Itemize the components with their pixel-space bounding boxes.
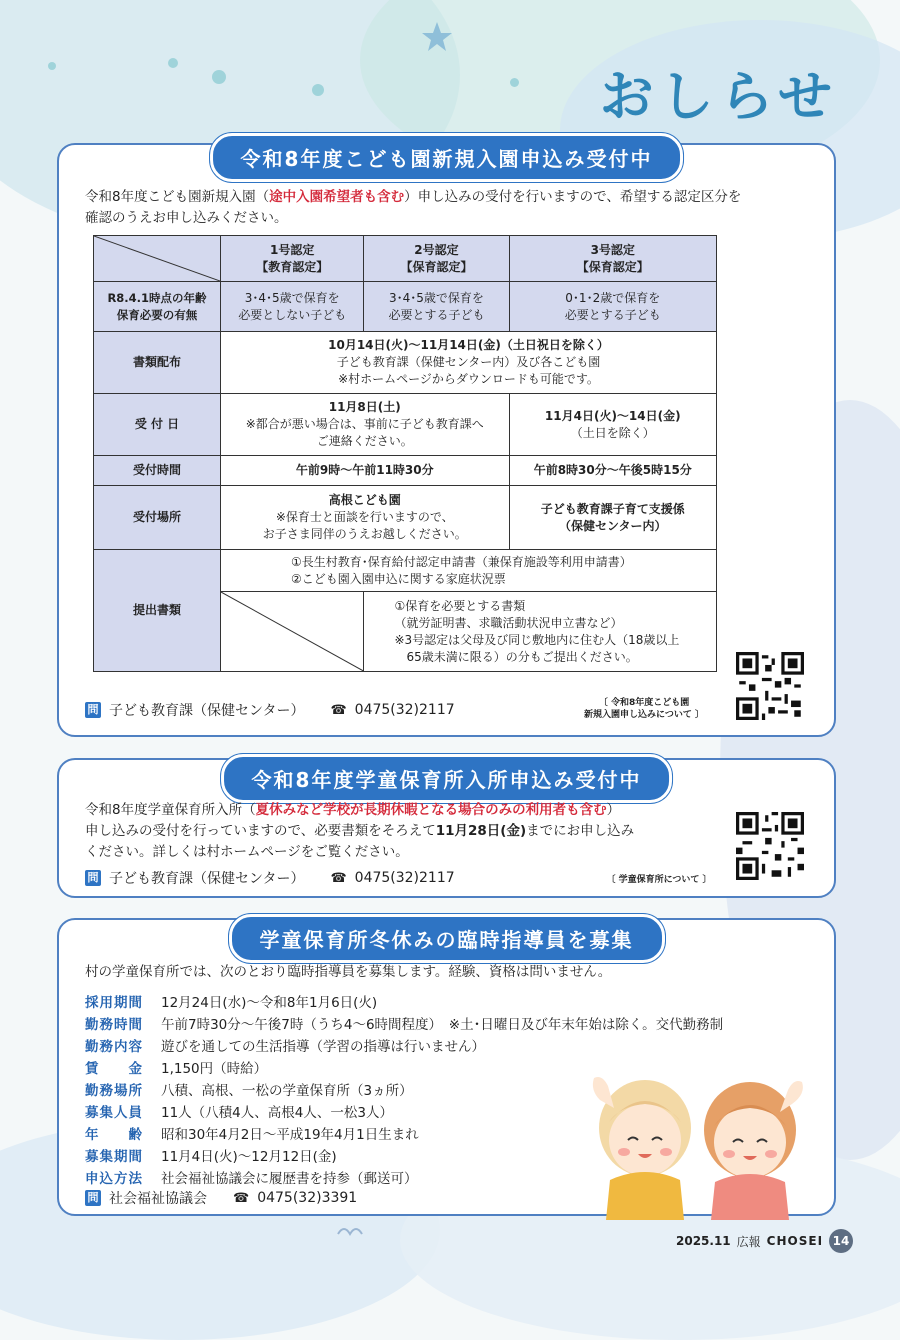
recruit-value: 11人（八積4人、高根4人、一松3人） — [161, 1105, 393, 1121]
table-blank-cell — [221, 592, 364, 672]
bird-icon — [336, 1222, 376, 1242]
section-title: 令和8年度学童保育所入所申込み受付中 — [221, 754, 673, 803]
column-header: 1号認定 【教育認定】 — [221, 236, 364, 282]
row-header: 提出書類 — [94, 550, 221, 672]
inquiry-icon: 問 — [85, 1190, 101, 1206]
bg-dot — [48, 62, 56, 70]
contact-tel: 0475(32)3391 — [257, 1190, 358, 1206]
phone-icon: ☎ — [330, 870, 347, 886]
bg-dot — [168, 58, 178, 68]
recruit-key: 募集人員 — [85, 1105, 143, 1121]
recruit-row — [85, 990, 723, 1012]
contact-name: 社会福祉協議会 — [109, 1191, 207, 1207]
recruit-key: 賃 金 — [85, 1061, 143, 1077]
contact-line — [85, 700, 455, 720]
row-header: 受 付 日 — [94, 394, 221, 456]
qr-caption: 〔 学童保育所について 〕 — [606, 875, 712, 885]
recruit-key: 年 齢 — [85, 1127, 143, 1143]
recruit-value: 遊びを通しての生活指導（学習の指導は行いません） — [161, 1039, 485, 1055]
contact-name: 子ども教育課（保健センター） — [109, 703, 305, 719]
table-cell: 子ども教育課子育て支援係 （保健センター内） — [509, 486, 716, 550]
recruit-value: 八積、高根、一松の学童保育所（3ヵ所） — [161, 1083, 413, 1099]
bg-dot — [212, 70, 226, 84]
section-intro: 村の学童保育所では、次のとおり臨時指導員を募集します。経験、資格は問いません。 — [85, 964, 612, 980]
recruit-value: 昭和30年4月2日～平成19年4月1日生まれ — [161, 1127, 419, 1143]
table-cell: 10月14日(火)～11月14日(金)（土日祝日を除く） 子ども教育課（保健センター内）及び各こども園 ※村ホームページからダウンロードも可能です。 — [221, 332, 717, 394]
table-cell: 午前9時～午前11時30分 — [221, 456, 510, 486]
contact-line — [85, 868, 455, 888]
recruit-key: 募集期間 — [85, 1149, 143, 1165]
recruit-value: 12月24日(水)～令和8年1月6日(火) — [161, 995, 378, 1011]
table-cell: 11月4日(火)～14日(金) （土日を除く） — [509, 394, 716, 456]
qr-code[interactable] — [736, 812, 804, 880]
brand-name: CHOSEI — [766, 1234, 824, 1248]
admission-table — [93, 235, 717, 672]
contact-tel: 0475(32)2117 — [354, 870, 455, 886]
table-cell: 0･1･2歳で保育を 必要とする子ども — [509, 282, 716, 332]
table-corner — [94, 236, 221, 282]
issue-date: 2025.11 — [676, 1234, 731, 1248]
children-illustration — [580, 1060, 820, 1220]
recruit-value: 午前7時30分～午後7時（うち4～6時間程度） ※土･日曜日及び年末年始は除く。交代勤務制 — [161, 1017, 724, 1033]
phone-icon: ☎ — [330, 702, 347, 718]
section-title: 学童保育所冬休みの臨時指導員を募集 — [229, 914, 665, 963]
section-intro: 令和8年度こども園新規入園（途中入園希望者も含む）申し込みの受付を行いますので、希望する認定区分を 確認のうえお申し込みください。 — [85, 189, 742, 226]
recruit-row — [85, 1012, 723, 1034]
table-cell: ①長生村教育･保育給付認定申請書（兼保育施設等利用申請書） ②こども園入園申込に関する家庭状況票 — [221, 550, 717, 592]
recruit-row — [85, 1034, 723, 1056]
recruit-key: 勤務時間 — [85, 1017, 143, 1033]
section-intro: 令和8年度学童保育所入所（夏休みなど学校が長期休暇となる場合のみの利用者も含む） 申し込みの受付を行っていますので、必要書類をそろえて11月28日(金)までにお申し込み ください。詳しくは村ホームページをご覧ください。 — [85, 802, 635, 860]
recruit-key: 勤務内容 — [85, 1039, 143, 1055]
page-number: 14 — [829, 1229, 853, 1253]
recruit-key: 採用期間 — [85, 995, 143, 1011]
contact-name: 子ども教育課（保健センター） — [109, 871, 305, 887]
table-cell: 3･4･5歳で保育を 必要としない子ども — [221, 282, 364, 332]
qr-caption: 〔 令和8年度こども園 新規入園申し込みについて 〕 — [584, 698, 704, 720]
star-icon — [420, 20, 454, 54]
column-header: 3号認定 【保育認定】 — [509, 236, 716, 282]
row-header: R8.4.1時点の年齢 保育必要の有無 — [94, 282, 221, 332]
row-header: 書類配布 — [94, 332, 221, 394]
row-header: 受付時間 — [94, 456, 221, 486]
recruit-key: 申込方法 — [85, 1171, 143, 1187]
recruit-value: 1,150円（時給） — [161, 1061, 268, 1077]
page-footer — [676, 1229, 853, 1253]
table-cell: 高根こども園 ※保育士と面談を行いますので、 お子さま同伴のうえお越しください。 — [221, 486, 510, 550]
bg-dot — [312, 84, 324, 96]
section-title: 令和8年度こども園新規入園申込み受付中 — [210, 133, 684, 182]
page-title: おしらせ — [599, 65, 838, 128]
column-header: 2号認定 【保育認定】 — [364, 236, 509, 282]
section-kodomoen — [57, 143, 836, 737]
table-cell: 午前8時30分～午後5時15分 — [509, 456, 716, 486]
qr-code[interactable] — [736, 652, 804, 720]
inquiry-icon: 問 — [85, 870, 101, 886]
inquiry-icon: 問 — [85, 702, 101, 718]
phone-icon: ☎ — [233, 1190, 250, 1206]
brand-label: 広報 — [736, 1234, 761, 1249]
recruit-value: 社会福祉協議会に履歴書を持参（郵送可） — [161, 1171, 418, 1187]
bg-dot — [510, 78, 519, 87]
table-cell: 11月8日(土) ※都合が悪い場合は、事前に子ども教育課へ ご連絡ください。 — [221, 394, 510, 456]
contact-line — [85, 1188, 357, 1208]
row-header: 受付場所 — [94, 486, 221, 550]
table-cell: ①保育を必要とする書類 （就労証明書、求職活動状況申立書など） ※3号認定は父母及び同じ敷地内に住む人（18歳以上 65歳未満に限る）の分もご提出ください。 — [364, 592, 717, 672]
table-cell: 3･4･5歳で保育を 必要とする子ども — [364, 282, 509, 332]
recruit-key: 勤務場所 — [85, 1083, 143, 1099]
contact-tel: 0475(32)2117 — [354, 702, 455, 718]
recruit-value: 11月4日(火)～12月12日(金) — [161, 1149, 337, 1165]
section-gakudo — [57, 758, 836, 898]
